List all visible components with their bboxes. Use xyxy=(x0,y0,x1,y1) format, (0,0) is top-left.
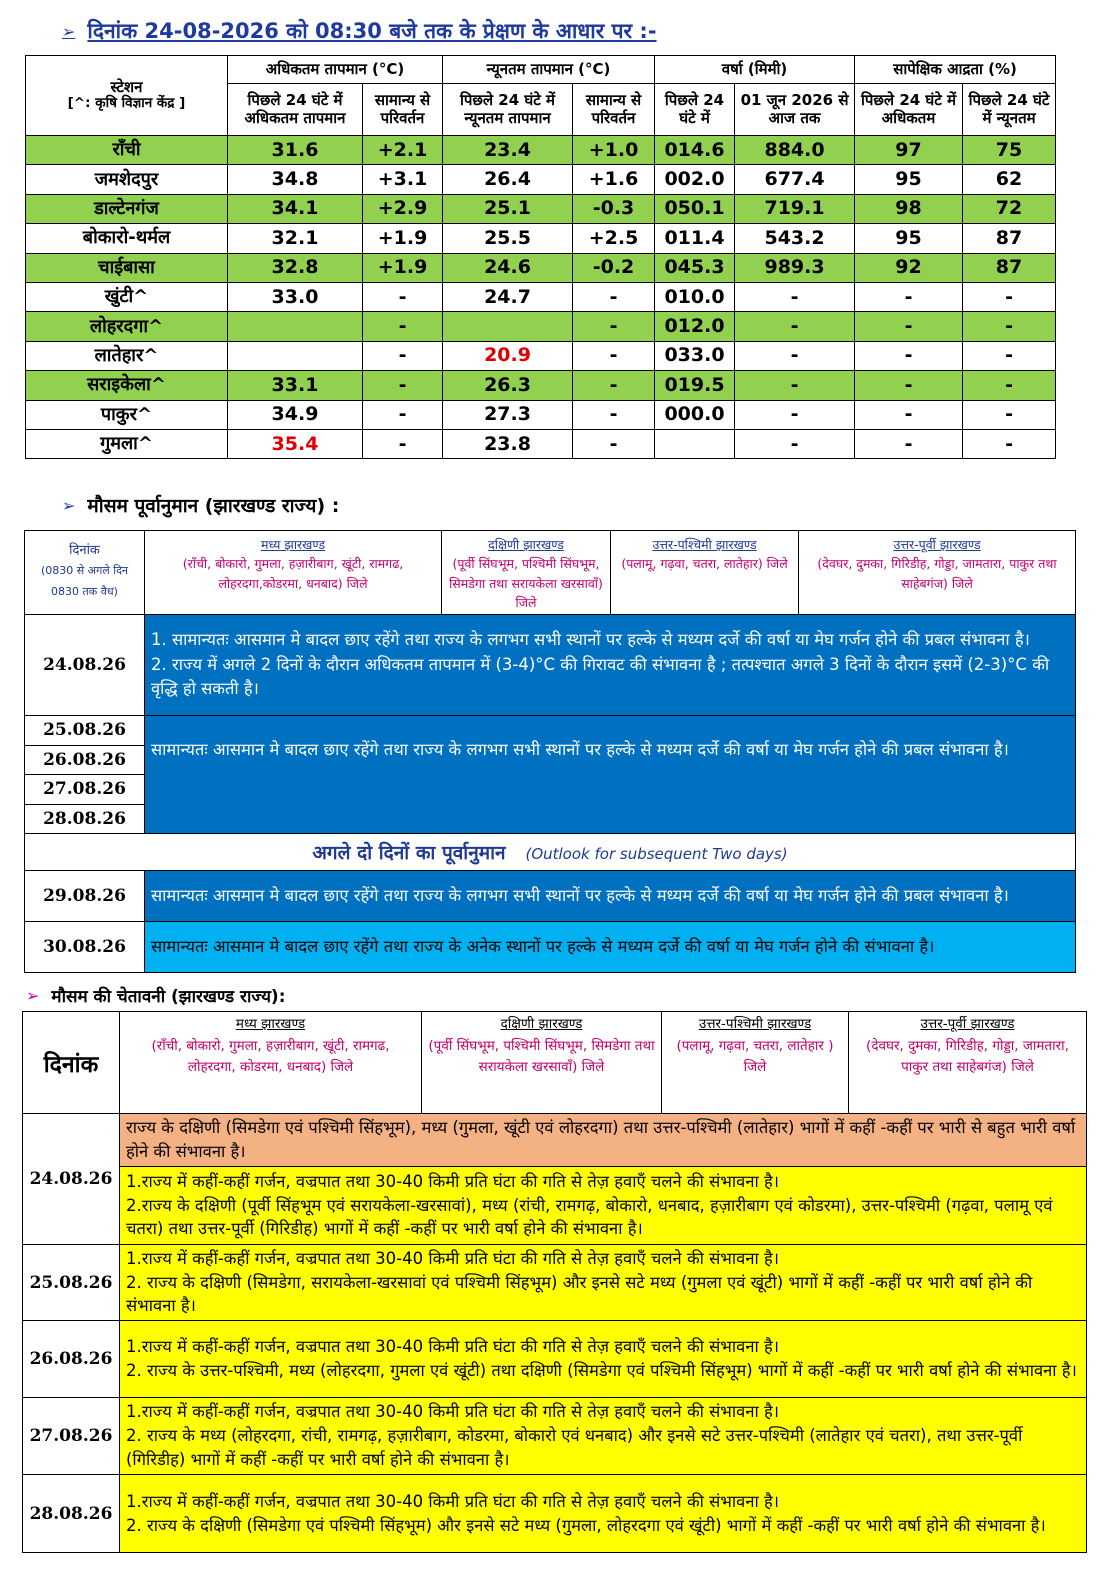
forecast-line: 2. राज्य में अगले 2 दिनों के दौरान अधिकतम तापमान में (3-4)°C की गिरावट की संभावना है ; तत्पश्चात अगले 3 दिनों के दौरान इसमें (2-3)°C की वृद्धि हो सकती है। xyxy=(151,654,1050,699)
rain-24: 002.0 xyxy=(655,165,735,194)
rain-season: 884.0 xyxy=(735,136,855,165)
warning-northwest-header xyxy=(662,1012,849,1114)
hum-max: - xyxy=(855,400,963,429)
min-temp xyxy=(443,312,573,341)
hum-max: - xyxy=(855,282,963,311)
min-dep: - xyxy=(573,282,655,311)
region-districts: (देवघर, दुमका, गिरिडीह, गोड्डा, जामतारा, पाकुर तथा साहेबगंज) जिले xyxy=(817,556,1057,591)
hum-max: 95 xyxy=(855,165,963,194)
warning-central-header xyxy=(120,1012,422,1114)
warning-line: 1.राज्य में कहीं-कहीं गर्जन, वज्रपात तथा 30-40 किमी प्रति घंटा की गति से तेज़ हवाएँ चलने की संभावना है। xyxy=(126,1248,780,1268)
hum-min: - xyxy=(963,282,1056,311)
observation-heading xyxy=(62,17,657,45)
humidity-header: सापेक्षिक आद्रता (%) xyxy=(855,56,1056,84)
forecast-date: 28.08.26 xyxy=(25,804,145,834)
max-dep: - xyxy=(363,282,443,311)
station-name: डाल्टेनगंज xyxy=(26,194,228,223)
rain-season: - xyxy=(735,429,855,458)
forecast-central-header xyxy=(145,531,442,615)
hum-min: 87 xyxy=(963,224,1056,253)
station-name: बोकारो-थर्मल xyxy=(26,224,228,253)
forecast-northwest-header xyxy=(611,531,799,615)
warning-date: 27.08.26 xyxy=(23,1398,120,1475)
sub-rain-24: पिछले 24 घंटे में xyxy=(655,84,735,136)
table-row xyxy=(26,165,1056,194)
hum-min: - xyxy=(963,312,1056,341)
max-temp: 31.6 xyxy=(228,136,363,165)
table-row xyxy=(26,400,1056,429)
hum-min: 62 xyxy=(963,165,1056,194)
max-temp: 33.1 xyxy=(228,371,363,400)
station-header xyxy=(26,56,228,136)
hum-min: 72 xyxy=(963,194,1056,223)
sub-max-change: सामान्य से परिवर्तन xyxy=(363,84,443,136)
forecast-date: 30.08.26 xyxy=(25,922,145,973)
rain-24: 012.0 xyxy=(655,312,735,341)
max-temp: 33.0 xyxy=(228,282,363,311)
region-name: उत्तर-पश्चिमी झारखण्ड xyxy=(652,537,757,552)
warning-yellow-text xyxy=(120,1398,1087,1475)
warning-table xyxy=(22,1011,1087,1553)
region-districts: (राँची, बोकारो, गुमला, हज़ारीबाग, खूंटी, रामगढ, लोहरदगा,कोडरमा, धनबाद) जिले xyxy=(182,556,404,591)
min-temp: 26.3 xyxy=(443,371,573,400)
hum-max: 97 xyxy=(855,136,963,165)
forecast-heading xyxy=(62,492,339,518)
sub-min-last: पिछले 24 घंटे में न्यूनतम तापमान xyxy=(443,84,573,136)
max-temp: 32.8 xyxy=(228,253,363,282)
region-districts: (पूर्वी सिंघभूम, पश्चिमी सिंघभूम, सिमडेगा तथा सरायकेला खरसावाँ) जिले xyxy=(449,556,603,611)
warning-line: 2. राज्य के दक्षिणी (सिमडेगा एवं पश्चिमी सिंहभूम) और इनसे सटे मध्य (गुमला, लोहरदगा एवं खूंटी) भागों में कहीं -कहीं पर भारी वर्षा होने की संभावना है। xyxy=(126,1515,1046,1535)
min-temp-header: न्यूनतम तापमान (°C) xyxy=(443,56,655,84)
min-dep: -0.2 xyxy=(573,253,655,282)
warning-yellow-text xyxy=(120,1245,1087,1321)
table-row xyxy=(26,341,1056,370)
warning-orange-text: राज्य के दक्षिणी (सिमडेगा एवं पश्चिमी सिंहभूम), मध्य (गुमला, खूंटी एवं लोहरदगा) तथा उत्तर-पश्चिमी (लातेहार) भागों में कहीं -कहीं पर भारी से बहुत भारी वर्षा होने की संभावना है। xyxy=(120,1114,1087,1167)
min-temp: 24.6 xyxy=(443,253,573,282)
hum-min: - xyxy=(963,400,1056,429)
warning-date: 26.08.26 xyxy=(23,1321,120,1398)
sub-rain-june: 01 जून 2026 से आज तक xyxy=(735,84,855,136)
max-dep: - xyxy=(363,400,443,429)
rain-season: - xyxy=(735,282,855,311)
warning-date-label: दिनांक xyxy=(43,1051,99,1078)
rain-season: - xyxy=(735,341,855,370)
max-dep: - xyxy=(363,312,443,341)
region-districts: (पूर्वी सिंघभूम, पश्चिमी सिंघभूम, सिमडेगा तथा सरायकेला खरसावाँ) जिले xyxy=(428,1037,655,1076)
table-row xyxy=(26,253,1056,282)
rain-season: 543.2 xyxy=(735,224,855,253)
rain-24: 045.3 xyxy=(655,253,735,282)
forecast-date: 24.08.26 xyxy=(25,615,145,716)
warning-line: 2.राज्य के दक्षिणी (पूर्वी सिंहभूम एवं सरायकेला-खरसावां), मध्य (रांची, रामगढ़, बोकारो, धनबाद, हज़ारीबाग एवं कोडरमा), उत्तर-पश्चिमी (गढ़वा, पलामू एवं चतरा) तथा उत्तर-पूर्वी (गिरिडीह) भागों में कहीं -कहीं पर भारी वर्षा होने की संभावना है। xyxy=(126,1195,1053,1239)
forecast-date-header xyxy=(25,531,145,615)
hum-max: - xyxy=(855,341,963,370)
forecast-date: 25.08.26 xyxy=(25,716,145,746)
min-dep: -0.3 xyxy=(573,194,655,223)
max-dep: - xyxy=(363,429,443,458)
rain-season: 677.4 xyxy=(735,165,855,194)
table-row xyxy=(26,312,1056,341)
station-name: खुंटी^ xyxy=(26,282,228,311)
warning-line: 2. राज्य के उत्तर-पश्चिमी, मध्य (लोहरदगा, गुमला एवं खूंटी) तथा दक्षिणी (सिमडेगा एवं पश्चिमी सिंहभूम) भागों में कहीं -कहीं पर भारी वर्षा होने की संभावना है। xyxy=(126,1361,1077,1380)
rain-24: 050.1 xyxy=(655,194,735,223)
max-temp xyxy=(228,341,363,370)
max-temp: 32.1 xyxy=(228,224,363,253)
region-districts: (पलामू, गढ़वा, चतरा, लातेहार) जिले xyxy=(621,556,788,572)
warning-yellow-text xyxy=(120,1167,1087,1245)
warning-line: 2. राज्य के दक्षिणी (सिमडेगा, सरायकेला-खरसावां एवं पश्चिमी सिंहभूम) और इनसे सटे मध्य (गुमला एवं खूंटी) भागों में कहीं -कहीं पर भारी वर्षा होने की संभावना है। xyxy=(126,1272,1033,1316)
warning-date: 28.08.26 xyxy=(23,1475,120,1553)
max-temp: 34.8 xyxy=(228,165,363,194)
rain-header: वर्षा (मिमी) xyxy=(655,56,855,84)
forecast-south-header xyxy=(442,531,611,615)
max-dep: +3.1 xyxy=(363,165,443,194)
min-dep: - xyxy=(573,341,655,370)
hum-min: - xyxy=(963,341,1056,370)
arrow-icon: ➢ xyxy=(62,21,76,41)
max-temp: 34.1 xyxy=(228,194,363,223)
forecast-date: 27.08.26 xyxy=(25,775,145,805)
hum-max: - xyxy=(855,371,963,400)
station-name: पाकुर^ xyxy=(26,400,228,429)
max-dep: +2.9 xyxy=(363,194,443,223)
forecast-table xyxy=(24,530,1076,973)
forecast-date: 26.08.26 xyxy=(25,745,145,775)
rain-season: 719.1 xyxy=(735,194,855,223)
region-name: उत्तर-पूर्वी झारखण्ड xyxy=(920,1016,1015,1032)
min-temp: 25.5 xyxy=(443,224,573,253)
region-districts: (राँची, बोकारो, गुमला, हज़ारीबाग, खूंटी, रामगढ, लोहरदगा, कोडरमा, धनबाद) जिले xyxy=(151,1037,390,1076)
forecast-date-note: (0830 से अगले दिन 0830 तक वैध) xyxy=(40,564,129,599)
forecast-text: सामान्यतः आसमान मे बादल छाए रहेंगे तथा राज्य के लगभग सभी स्थानों पर हल्के से मध्यम दर्जे की वर्षा या मेघ गर्जन होने की प्रबल संभावना है। xyxy=(145,871,1076,922)
region-name: उत्तर-पश्चिमी झारखण्ड xyxy=(698,1016,812,1032)
region-districts: (देवघर, दुमका, गिरिडीह, गोड्डा, जामतारा, पाकुर तथा साहेबगंज) जिले xyxy=(866,1037,1069,1076)
rain-24: 000.0 xyxy=(655,400,735,429)
forecast-date-label: दिनांक xyxy=(69,543,100,558)
table-row xyxy=(26,429,1056,458)
warning-heading xyxy=(26,984,286,1007)
observation-table xyxy=(25,55,1056,459)
sub-hum-min: पिछले 24 घंटे में न्यूनतम xyxy=(963,84,1056,136)
min-dep: - xyxy=(573,312,655,341)
warning-line: 1.राज्य में कहीं-कहीं गर्जन, वज्रपात तथा 30-40 किमी प्रति घंटा की गति से तेज़ हवाएँ चलने की संभावना है। xyxy=(126,1171,780,1191)
rain-season: 989.3 xyxy=(735,253,855,282)
max-dep: +1.9 xyxy=(363,224,443,253)
rain-season: - xyxy=(735,400,855,429)
forecast-text xyxy=(145,615,1076,716)
sub-hum-max: पिछले 24 घंटे में अधिकतम xyxy=(855,84,963,136)
region-districts: (पलामू, गढ़वा, चतरा, लातेहार ) जिले xyxy=(676,1037,834,1076)
warning-line: 1.राज्य में कहीं-कहीं गर्जन, वज्रपात तथा 30-40 किमी प्रति घंटा की गति से तेज़ हवाएँ चलने की संभावना है। xyxy=(126,1337,780,1357)
table-row xyxy=(26,194,1056,223)
rain-24: 033.0 xyxy=(655,341,735,370)
station-name: लातेहार^ xyxy=(26,341,228,370)
max-temp: 34.9 xyxy=(228,400,363,429)
warning-northeast-header xyxy=(849,1012,1087,1114)
max-dep: - xyxy=(363,341,443,370)
region-name: मध्य झारखण्ड xyxy=(260,537,326,552)
hum-max: - xyxy=(855,429,963,458)
min-temp: 24.7 xyxy=(443,282,573,311)
min-temp: 27.3 xyxy=(443,400,573,429)
rain-season: - xyxy=(735,312,855,341)
hum-max: - xyxy=(855,312,963,341)
forecast-text: सामान्यतः आसमान मे बादल छाए रहेंगे तथा राज्य के लगभग सभी स्थानों पर हल्के से मध्यम दर्जे की वर्षा या मेघ गर्जन होने की प्रबल संभावना है। xyxy=(145,716,1076,834)
max-temp xyxy=(228,312,363,341)
station-name: गुमला^ xyxy=(26,429,228,458)
warning-title: मौसम की चेतावनी (झारखण्ड राज्य): xyxy=(51,987,286,1007)
warning-south-header xyxy=(422,1012,662,1114)
station-label: स्टेशन xyxy=(110,78,143,97)
hum-max: 98 xyxy=(855,194,963,223)
hum-min: - xyxy=(963,429,1056,458)
station-name: राँची xyxy=(26,136,228,165)
station-name: जमशेदपुर xyxy=(26,165,228,194)
arrow-icon: ➢ xyxy=(62,495,76,515)
outlook-english: (Outlook for subsequent Two days) xyxy=(525,845,788,863)
max-dep: +1.9 xyxy=(363,253,443,282)
min-temp: 26.4 xyxy=(443,165,573,194)
station-note: [^: कृषि विज्ञान केंद्र ] xyxy=(67,95,186,112)
warning-date: 25.08.26 xyxy=(23,1245,120,1321)
forecast-line: 1. सामान्यतः आसमान मे बादल छाए रहेंगे तथा राज्य के लगभग सभी स्थानों पर हल्के से मध्यम दर्जे की वर्षा या मेघ गर्जन होने की प्रबल संभावना है। xyxy=(151,629,1030,649)
station-name: सराइकेला^ xyxy=(26,371,228,400)
warning-line: 1.राज्य में कहीं-कहीं गर्जन, वज्रपात तथा 30-40 किमी प्रति घंटा की गति से तेज़ हवाएँ चलने की संभावना है। xyxy=(126,1491,780,1511)
max-dep: - xyxy=(363,371,443,400)
table-row xyxy=(26,282,1056,311)
sub-max-last: पिछले 24 घंटे में अधिकतम तापमान xyxy=(228,84,363,136)
min-dep: +2.5 xyxy=(573,224,655,253)
hum-min: - xyxy=(963,371,1056,400)
region-name: मध्य झारखण्ड xyxy=(235,1016,306,1032)
warning-date: 24.08.26 xyxy=(23,1114,120,1245)
forecast-date: 29.08.26 xyxy=(25,871,145,922)
arrow-icon: ➢ xyxy=(26,986,40,1005)
min-temp: 23.4 xyxy=(443,136,573,165)
hum-max: 95 xyxy=(855,224,963,253)
hum-min: 87 xyxy=(963,253,1056,282)
max-temp: 35.4 xyxy=(228,429,363,458)
warning-line: 1.राज्य में कहीं-कहीं गर्जन, वज्रपात तथा 30-40 किमी प्रति घंटा की गति से तेज़ हवाएँ चलने की संभावना है। xyxy=(126,1402,780,1422)
region-name: दक्षिणी झारखण्ड xyxy=(488,537,564,552)
warning-yellow-text xyxy=(120,1321,1087,1398)
warning-date-header xyxy=(23,1012,120,1114)
observation-title: दिनांक 24-08-2026 को 08:30 बजे तक के प्रेक्षण के आधार पर :- xyxy=(87,19,657,43)
station-name: लोहरदगा^ xyxy=(26,312,228,341)
region-name: उत्तर-पूर्वी झारखण्ड xyxy=(893,537,981,552)
table-row xyxy=(26,371,1056,400)
forecast-text: सामान्यतः आसमान मे बादल छाए रहेंगे तथा राज्य के अनेक स्थानों पर हल्के से मध्यम दर्जे की वर्षा या मेघ गर्जन होने की संभावना है। xyxy=(145,922,1076,973)
rain-24: 019.5 xyxy=(655,371,735,400)
hum-max: 92 xyxy=(855,253,963,282)
sub-min-change: सामान्य से परिवर्तन xyxy=(573,84,655,136)
min-temp: 23.8 xyxy=(443,429,573,458)
min-dep: - xyxy=(573,371,655,400)
rain-24: 010.0 xyxy=(655,282,735,311)
table-row xyxy=(26,136,1056,165)
rain-season: - xyxy=(735,371,855,400)
min-dep: - xyxy=(573,400,655,429)
rain-24: 014.6 xyxy=(655,136,735,165)
station-name: चाईबासा xyxy=(26,253,228,282)
min-temp: 25.1 xyxy=(443,194,573,223)
warning-yellow-text xyxy=(120,1475,1087,1553)
forecast-northeast-header xyxy=(799,531,1076,615)
min-dep: - xyxy=(573,429,655,458)
table-row xyxy=(26,224,1056,253)
outlook-hindi: अगले दो दिनों का पूर्वानुमान xyxy=(312,842,506,864)
outlook-heading xyxy=(25,834,1076,871)
forecast-title: मौसम पूर्वानुमान (झारखण्ड राज्य) : xyxy=(87,495,340,517)
max-dep: +2.1 xyxy=(363,136,443,165)
rain-24 xyxy=(655,429,735,458)
min-temp: 20.9 xyxy=(443,341,573,370)
min-dep: +1.0 xyxy=(573,136,655,165)
min-dep: +1.6 xyxy=(573,165,655,194)
max-temp-header: अधिकतम तापमान (°C) xyxy=(228,56,443,84)
region-name: दक्षिणी झारखण्ड xyxy=(500,1016,583,1032)
hum-min: 75 xyxy=(963,136,1056,165)
warning-line: 2. राज्य के मध्य (लोहरदगा, रांची, रामगढ़, हज़ारीबाग, कोडरमा, बोकारो एवं धनबाद) और इनसे सटे उत्तर-पश्चिमी (लातेहार एवं चतरा), तथा उत्तर-पूर्वी (गिरिडीह) भागों में कहीं -कहीं पर भारी वर्षा होने की संभावना है। xyxy=(126,1426,1023,1469)
rain-24: 011.4 xyxy=(655,224,735,253)
